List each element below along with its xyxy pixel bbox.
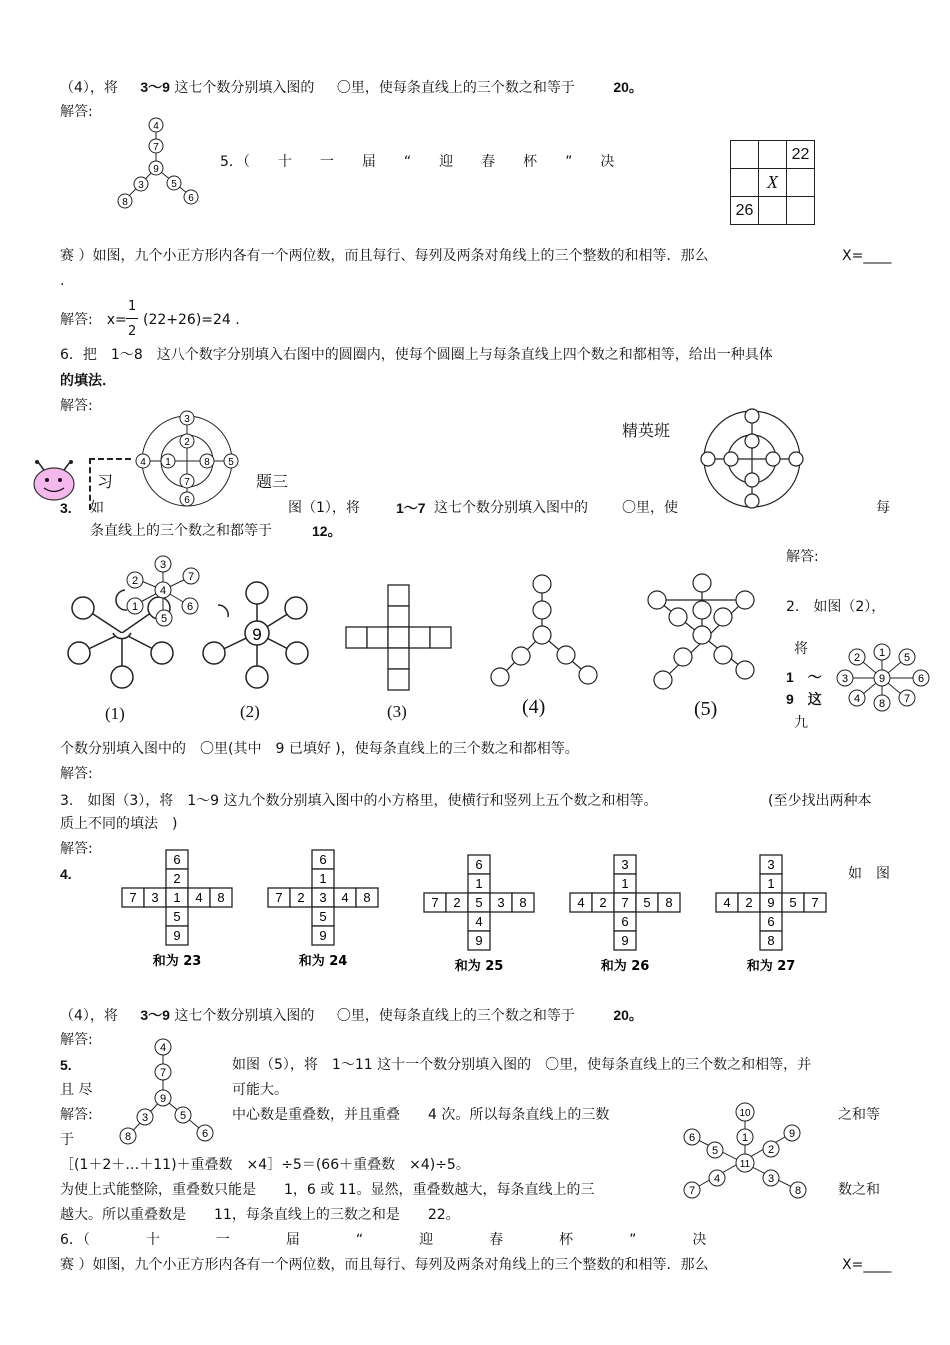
- cross-cell-value: 2: [297, 890, 305, 905]
- figure-5-star: [645, 575, 770, 695]
- explain-divisible: 为使上式能整除，重叠数只能是 1，6 或 11。显然，重叠数越大，每条直线上的三: [60, 1182, 595, 1198]
- answer-label: 解答:: [60, 398, 93, 414]
- figure-label-2: (2): [240, 702, 260, 721]
- q4-range: 3～9: [140, 79, 170, 95]
- cross-cell-value: 4: [195, 890, 203, 905]
- q6-text: 赛 ）如图，九个小正方形内各有一个两位数，而且每行、每列及两条对角线上的三个整数的和相等．那么: [60, 1257, 709, 1273]
- section-title-xi: 习: [97, 472, 114, 491]
- answer-label-right: 解答:: [786, 549, 819, 565]
- q4b-text: 这七个数分别填入图的: [174, 1008, 315, 1024]
- star-node: 7: [187, 571, 195, 583]
- figure-2-star: [200, 585, 315, 695]
- q2-jiu: 九: [794, 715, 808, 731]
- cross-cell-value: 8: [363, 890, 371, 905]
- figure-2-center: 9: [252, 625, 262, 644]
- cross-cell-value: 7: [811, 895, 819, 910]
- q5b-explain2: 之和等: [838, 1107, 880, 1123]
- star11-node: 1: [741, 1132, 749, 1144]
- q3-text2: 这七个数分别填入图中的: [434, 500, 588, 516]
- cross-cell-value: 3: [319, 890, 327, 905]
- q3-text3: 〇里，使: [622, 500, 678, 516]
- star11-node: 7: [688, 1185, 696, 1197]
- q3-text5: 条直线上的三个数之和都等于: [90, 523, 272, 539]
- cross-caption: 和为 24: [298, 954, 348, 969]
- answer-label: 解答:: [60, 841, 93, 857]
- star11-node: 6: [688, 1132, 696, 1144]
- cross-cell-value: 2: [453, 895, 461, 910]
- ring-node: 6: [184, 495, 190, 506]
- cross-caption: 和为 25: [454, 959, 504, 974]
- q5-text: 赛 ）如图，九个小正方形内各有一个两位数，而且每行、每列及两条对角线上的三个整数的和相等．那么: [60, 248, 709, 264]
- cross-cell-value: 6: [173, 852, 181, 867]
- q4b-range: 3～9: [140, 1007, 170, 1023]
- answer-label: 解答:: [60, 766, 93, 782]
- q4b-intro: （4），将: [60, 1008, 118, 1024]
- star11-node: 5: [711, 1145, 719, 1157]
- q3b-text2: (至少找出两种本: [768, 793, 872, 809]
- x-blank: X=____: [842, 248, 892, 264]
- cross-cell-value: 4: [475, 914, 483, 929]
- cross-cell-value: 3: [767, 857, 775, 872]
- cross-solution: [570, 855, 680, 974]
- q4-intro: （4），将: [60, 80, 118, 96]
- q5b-yu: 于: [60, 1132, 74, 1148]
- figure-3-cross-grid: [345, 585, 455, 690]
- magic-cell: [731, 141, 759, 169]
- cross-cell-value: 2: [745, 895, 753, 910]
- ring-node: 8: [204, 457, 210, 468]
- star11-node: 11: [739, 1159, 751, 1170]
- y2-node: 5: [179, 1110, 187, 1122]
- cross-cell-value: 4: [341, 890, 349, 905]
- ring-figure-filled: [135, 410, 245, 510]
- answer-label: 解答:: [60, 104, 93, 120]
- cross-cell-value: 5: [475, 895, 483, 910]
- cross-cell-value: 2: [173, 871, 181, 886]
- ring-node: 7: [184, 477, 190, 488]
- star11-node: 3: [767, 1173, 775, 1185]
- q6-text2: 的填法．: [60, 373, 116, 389]
- cross-solution: [268, 850, 378, 969]
- answer-label: 解答:: [60, 1032, 93, 1048]
- explain-shuzhi: 数之和: [838, 1182, 880, 1198]
- q4-sum: 20。: [613, 79, 643, 95]
- q3b-text3: 质上不同的填法 ): [60, 816, 178, 832]
- q5b-explain: 中心数是重叠数，并且重叠 4 次。所以每条直线上的三数: [232, 1107, 610, 1123]
- star-node: 6: [186, 601, 194, 613]
- y-node: 7: [153, 142, 159, 153]
- y-node: 8: [122, 197, 128, 208]
- nine-node: 6: [917, 673, 925, 685]
- cross-cell-value: 9: [173, 928, 181, 943]
- cross-cell-value: 1: [767, 876, 775, 891]
- q6-heading: 6．（ 十 一 届 “ 迎 春 杯 ” 决: [60, 1232, 707, 1248]
- cross-cell-value: 1: [475, 876, 483, 891]
- star11-node: 10: [739, 1108, 751, 1119]
- q3-text: 图（1），将: [288, 500, 360, 516]
- cross-cell-value: 7: [129, 890, 137, 905]
- magic-cell: 22: [787, 141, 815, 169]
- y2-node: 8: [124, 1131, 132, 1143]
- y-node: 4: [153, 121, 159, 132]
- cross-cell-value: 9: [767, 895, 775, 910]
- magic-cell: 26: [731, 197, 759, 225]
- y-node: 3: [138, 180, 144, 191]
- ring-figure-empty: [700, 408, 810, 508]
- y-figure-top: [110, 115, 210, 215]
- q3-ru: 如: [90, 500, 104, 516]
- figure-4-y: [488, 572, 608, 692]
- y2-node: 3: [141, 1112, 149, 1124]
- nine-node: 2: [853, 652, 861, 664]
- fraction-bar: [126, 318, 138, 319]
- cross-solution: [424, 855, 534, 974]
- cross-caption: 和为 27: [746, 959, 796, 974]
- q3-sum: 12。: [312, 523, 342, 539]
- cross-cell-value: 8: [665, 895, 673, 910]
- fraction-numerator: 1: [128, 299, 137, 314]
- magic-cell: [759, 141, 787, 169]
- q4-number: 4.: [60, 866, 72, 882]
- figure-1-filled-star: [122, 555, 207, 630]
- y-node: 9: [153, 164, 159, 175]
- q2-text: 个数分别填入图中的 〇里(其中 9 已填好 )，使每条直线上的三个数之和都相等。: [60, 741, 579, 757]
- q4b-sum: 20。: [613, 1007, 643, 1023]
- ring-node: 3: [184, 414, 190, 425]
- q4-text2: 〇里，使每条直线上的三个数之和等于: [336, 80, 575, 96]
- eleven-node-star: [680, 1100, 810, 1205]
- y2-node: 6: [201, 1128, 209, 1140]
- cross-cell-value: 9: [475, 933, 483, 948]
- q5b-text: 如图（5），将 1～11 这十一个数分别填入图的 〇里，使每条直线上的三个数之和相等，并: [232, 1057, 812, 1073]
- nine-node: 8: [878, 698, 886, 710]
- cross-cell-value: 7: [621, 895, 629, 910]
- q6-text: 6．把 1～8 这八个数字分别填入右图中的圆圈内，使每个圆圈上与每条直线上四个数之和都相等，给出一种具体: [60, 347, 773, 363]
- cross-cell-value: 8: [519, 895, 527, 910]
- q2-jiang: 将: [794, 641, 808, 657]
- formula: ［(1＋2＋…＋11)＋重叠数 ×4］÷5＝(66＋重叠数 ×4)÷5。: [60, 1157, 470, 1173]
- q2-range: 1 ～: [786, 669, 822, 685]
- cross-cell-value: 1: [173, 890, 181, 905]
- q5-heading: 5．（ 十 一 届 “ 迎 春 杯 ” 决: [220, 154, 615, 170]
- cross-cell-value: 2: [599, 895, 607, 910]
- star-node: 1: [131, 601, 139, 613]
- cross-cell-value: 4: [577, 895, 585, 910]
- y-node: 5: [171, 179, 177, 190]
- cross-cell-value: 6: [621, 914, 629, 929]
- explain-conclusion: 越大。所以重叠数是 11，每条直线上的三数之和是 22。: [60, 1207, 460, 1223]
- bug-mascot-icon: [30, 460, 80, 505]
- q5b-number: 5.: [60, 1057, 72, 1073]
- cross-cell-value: 3: [621, 857, 629, 872]
- q5b-text3: 可能大。: [232, 1082, 288, 1098]
- cross-cell-value: 5: [173, 909, 181, 924]
- star-node: 2: [131, 575, 139, 587]
- cross-caption: 和为 23: [152, 954, 202, 969]
- ring-node: 4: [140, 457, 146, 468]
- ring-node: 5: [228, 457, 234, 468]
- cross-cell-value: 7: [431, 895, 439, 910]
- nine-node: 5: [903, 652, 911, 664]
- cross-cell-value: 8: [217, 890, 225, 905]
- y2-node: 9: [159, 1093, 167, 1105]
- fraction-denominator: 2: [128, 324, 137, 339]
- q4b-text2: 〇里，使每条直线上的三个数之和等于: [336, 1008, 575, 1024]
- dot: .: [60, 273, 65, 289]
- figure-label-4: (4): [522, 696, 546, 718]
- y2-node: 4: [159, 1042, 167, 1054]
- fraction-rest: (22+26)=24 .: [143, 312, 240, 328]
- q4-text: 这七个数分别填入图的: [174, 80, 315, 96]
- star11-node: 2: [767, 1144, 775, 1156]
- figure-label-1: (1): [105, 704, 125, 723]
- cross-cell-value: 5: [643, 895, 651, 910]
- cross-cell-value: 1: [621, 876, 629, 891]
- star11-node: 8: [794, 1185, 802, 1197]
- q5b-text2: 且 尽: [60, 1082, 93, 1098]
- cross-solution: [122, 850, 232, 969]
- nine-node: 7: [903, 693, 911, 705]
- ring-node: 1: [165, 457, 171, 468]
- magic-square: [730, 140, 815, 225]
- q3b-text: 3. 如图（3），将 1～9 这九个数分别填入图中的小方格里，使横行和竖列上五个数之和相等。: [60, 793, 658, 809]
- cross-cell-value: 5: [789, 895, 797, 910]
- magic-cell-x: X: [759, 169, 787, 197]
- section-title-tisan: 题三: [256, 472, 289, 491]
- ring-node: 2: [184, 437, 190, 448]
- magic-cell: [787, 169, 815, 197]
- y2-node: 7: [159, 1067, 167, 1079]
- cross-cell-value: 6: [475, 857, 483, 872]
- q3-number: 3.: [60, 500, 72, 516]
- cross-solutions: [0, 850, 950, 980]
- cross-cell-value: 5: [319, 909, 327, 924]
- rutu-label: 如 图: [848, 866, 890, 882]
- figure-label-3: (3): [387, 702, 407, 721]
- cross-cell-value: 9: [319, 928, 327, 943]
- y-node: 6: [188, 193, 194, 204]
- star11-node: 9: [788, 1128, 796, 1140]
- cross-caption: 和为 26: [600, 959, 650, 974]
- figure-label-5: (5): [694, 698, 718, 720]
- magic-cell: [787, 197, 815, 225]
- x-blank-2: X=____: [842, 1257, 892, 1273]
- magic-cell: [759, 197, 787, 225]
- cross-solution: [716, 855, 826, 974]
- nine-node: 1: [878, 647, 886, 659]
- q3-text4: 每: [876, 500, 890, 516]
- nine-circle-star: [835, 640, 935, 715]
- star11-node: 4: [713, 1173, 721, 1185]
- cross-cell-value: 1: [319, 871, 327, 886]
- answer-label: 解答:: [60, 1107, 93, 1123]
- cross-cell-value: 4: [723, 895, 731, 910]
- q5-answer: 解答: x=: [60, 312, 127, 328]
- star-node: 4: [159, 585, 167, 597]
- cross-cell-value: 3: [151, 890, 159, 905]
- nine-node: 3: [841, 673, 849, 685]
- q2-heading: 2. 如图（2），: [786, 599, 886, 615]
- nine-node: 4: [853, 693, 861, 705]
- cross-cell-value: 3: [497, 895, 505, 910]
- cross-cell-value: 6: [319, 852, 327, 867]
- cross-cell-value: 6: [767, 914, 775, 929]
- cross-cell-value: 8: [767, 933, 775, 948]
- magic-cell: [731, 169, 759, 197]
- nine-node: 9: [878, 673, 886, 685]
- elite-class-title: 精英班: [622, 421, 671, 440]
- y-figure-bottom: [115, 1036, 220, 1148]
- q3-range: 1～7: [396, 500, 426, 516]
- cross-cell-value: 9: [621, 933, 629, 948]
- star-node: 5: [160, 613, 168, 625]
- q2-range2: 9 这: [786, 691, 822, 707]
- star-node: 3: [159, 559, 167, 571]
- cross-cell-value: 7: [275, 890, 283, 905]
